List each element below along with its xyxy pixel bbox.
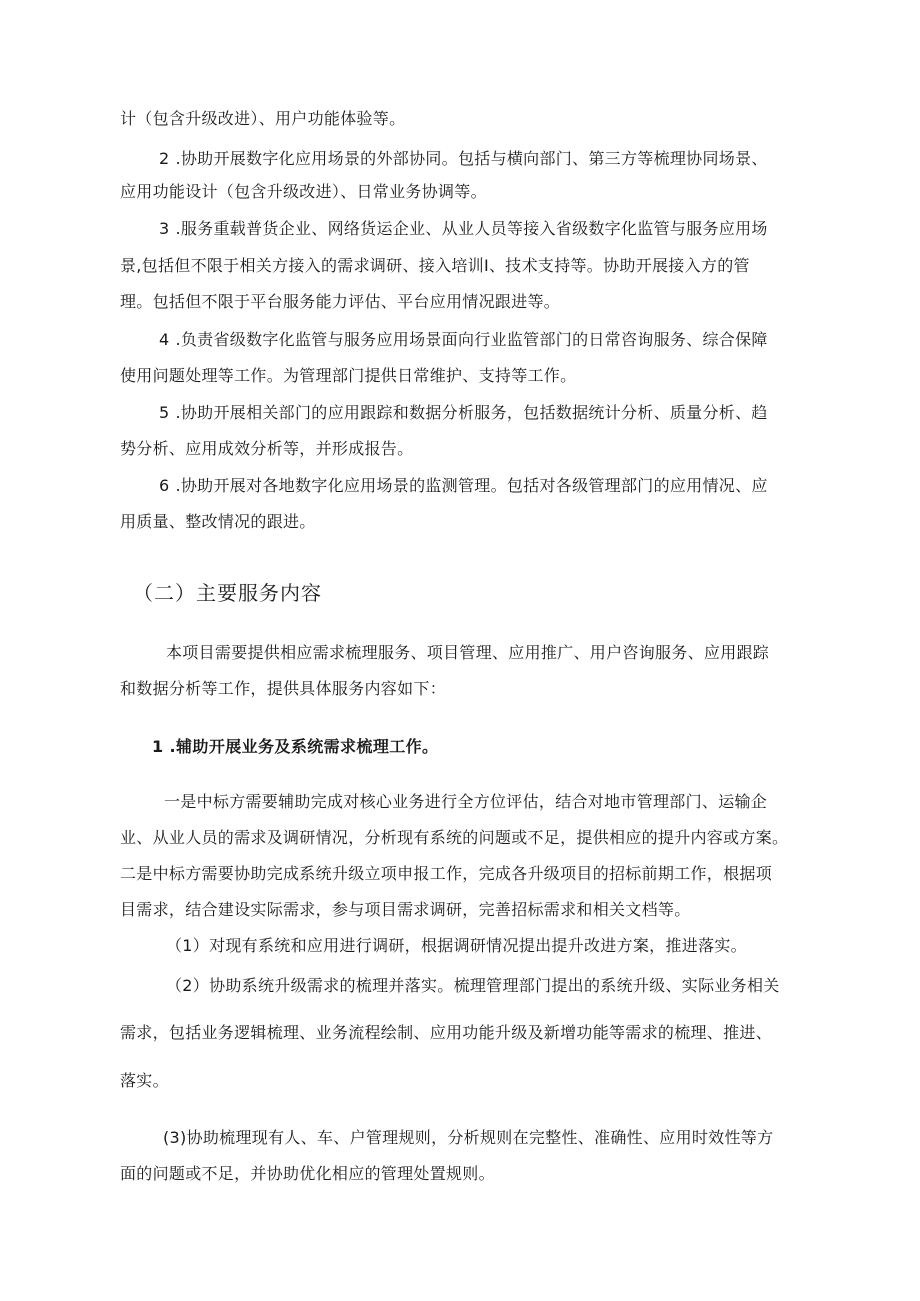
list-item-3-line-3: 理。包括但不限于平台服务能力评估、平台应用情况跟进等。 — [120, 292, 561, 311]
list-item-2-text: .协助开展数字化应用场景的外部协同。包括与横向部门、第三方等梳理协同场景、 — [175, 149, 768, 168]
point-2-line-2: 需求，包括业务逻辑梳理、业务流程绘制、应用功能升级及新增功能等需求的梳理、推进、 — [120, 1023, 773, 1042]
list-item-3-line-1 — [159, 219, 768, 239]
point-2-line-3: 落实。 — [120, 1071, 169, 1090]
intro-line: 计（包含升级改进）、用户功能体验等。 — [120, 109, 406, 128]
list-item-5-text: .协助开展相关部门的应用跟踪和数据分析服务，包括数据统计分析、质量分析、趋 — [175, 403, 768, 422]
subsection-heading-1 — [152, 737, 438, 757]
subsection-number: 1 — [152, 737, 164, 756]
list-item-5-number: 5 — [159, 403, 170, 422]
section-heading: （二）主要服务内容 — [133, 581, 322, 605]
list-item-3-number: 3 — [159, 219, 170, 238]
list-item-4-text: .负责省级数字化监管与服务应用场景面向行业监管部门的日常咨询服务、综合保障 — [175, 330, 768, 349]
list-item-5-line-1 — [159, 403, 768, 423]
list-item-5-line-2: 势分析、应用成效分析等，并形成报告。 — [120, 439, 414, 458]
list-item-6-text: .协助开展对各地数字化应用场景的监测管理。包括对各级管理部门的应用情况、应 — [175, 476, 768, 495]
section-intro-line-1: 本项目需要提供相应需求梳理服务、项目管理、应用推广、用户咨询服务、应用跟踪 — [166, 643, 770, 662]
point-3-line-2: 面的问题或不足，并协助优化相应的管理处置规则。 — [120, 1164, 495, 1183]
list-item-3-text: .服务重载普货企业、网络货运企业、从业人员等接入省级数字化监管与服务应用场 — [175, 219, 768, 238]
point-2-line-1: （2）协助系统升级需求的梳理并落实。梳理管理部门提出的系统升级、实际业务相关 — [166, 976, 780, 995]
paragraph-1-line-4: 目需求，结合建设实际需求，参与项目需求调研，完善招标需求和相关文档等。 — [120, 900, 691, 919]
list-item-6-line-2: 用质量、整改情况的跟进。 — [120, 512, 316, 531]
list-item-4-line-2: 使用问题处理等工作。为管理部门提供日常维护、支持等工作。 — [120, 366, 577, 385]
subsection-title: .辅助开展业务及系统需求梳理工作。 — [169, 737, 439, 756]
list-item-2-number: 2 — [159, 149, 170, 168]
list-item-3-line-2: 景,包括但不限于相关方接入的需求调研、接入培训I、技术支持等。协助开展接入方的管 — [120, 256, 750, 275]
list-item-4-line-1 — [159, 330, 768, 350]
list-item-4-number: 4 — [159, 330, 170, 349]
paragraph-1-line-1: 一是中标方需要辅助完成对核心业务进行全方位评估，结合对地市管理部门、运输企 — [164, 792, 768, 811]
paragraph-1-line-2: 业、从业人员的需求及调研情况，分析现有系统的问题或不足，提供相应的提升内容或方案。 — [120, 828, 789, 847]
list-item-2-line-1 — [159, 149, 768, 169]
section-intro-line-2: 和数据分析等工作，提供具体服务内容如下： — [120, 679, 447, 698]
list-item-6-line-1 — [159, 476, 768, 496]
point-3-line-1: (3)协助梳理现有人、车、户管理规则，分析规则在完整性、准确性、应用时效性等方 — [163, 1128, 774, 1147]
point-1: （1）对现有系统和应用进行调研，根据调研情况提出提升改进方案，推进落实。 — [166, 936, 747, 955]
paragraph-1-line-3: 二是中标方需要协助完成系统升级立项申报工作，完成各升级项目的招标前期工作，根据项 — [120, 864, 773, 883]
list-item-6-number: 6 — [159, 476, 170, 495]
list-item-2-line-2: 应用功能设计（包含升级改进）、日常业务协调等。 — [120, 182, 487, 201]
